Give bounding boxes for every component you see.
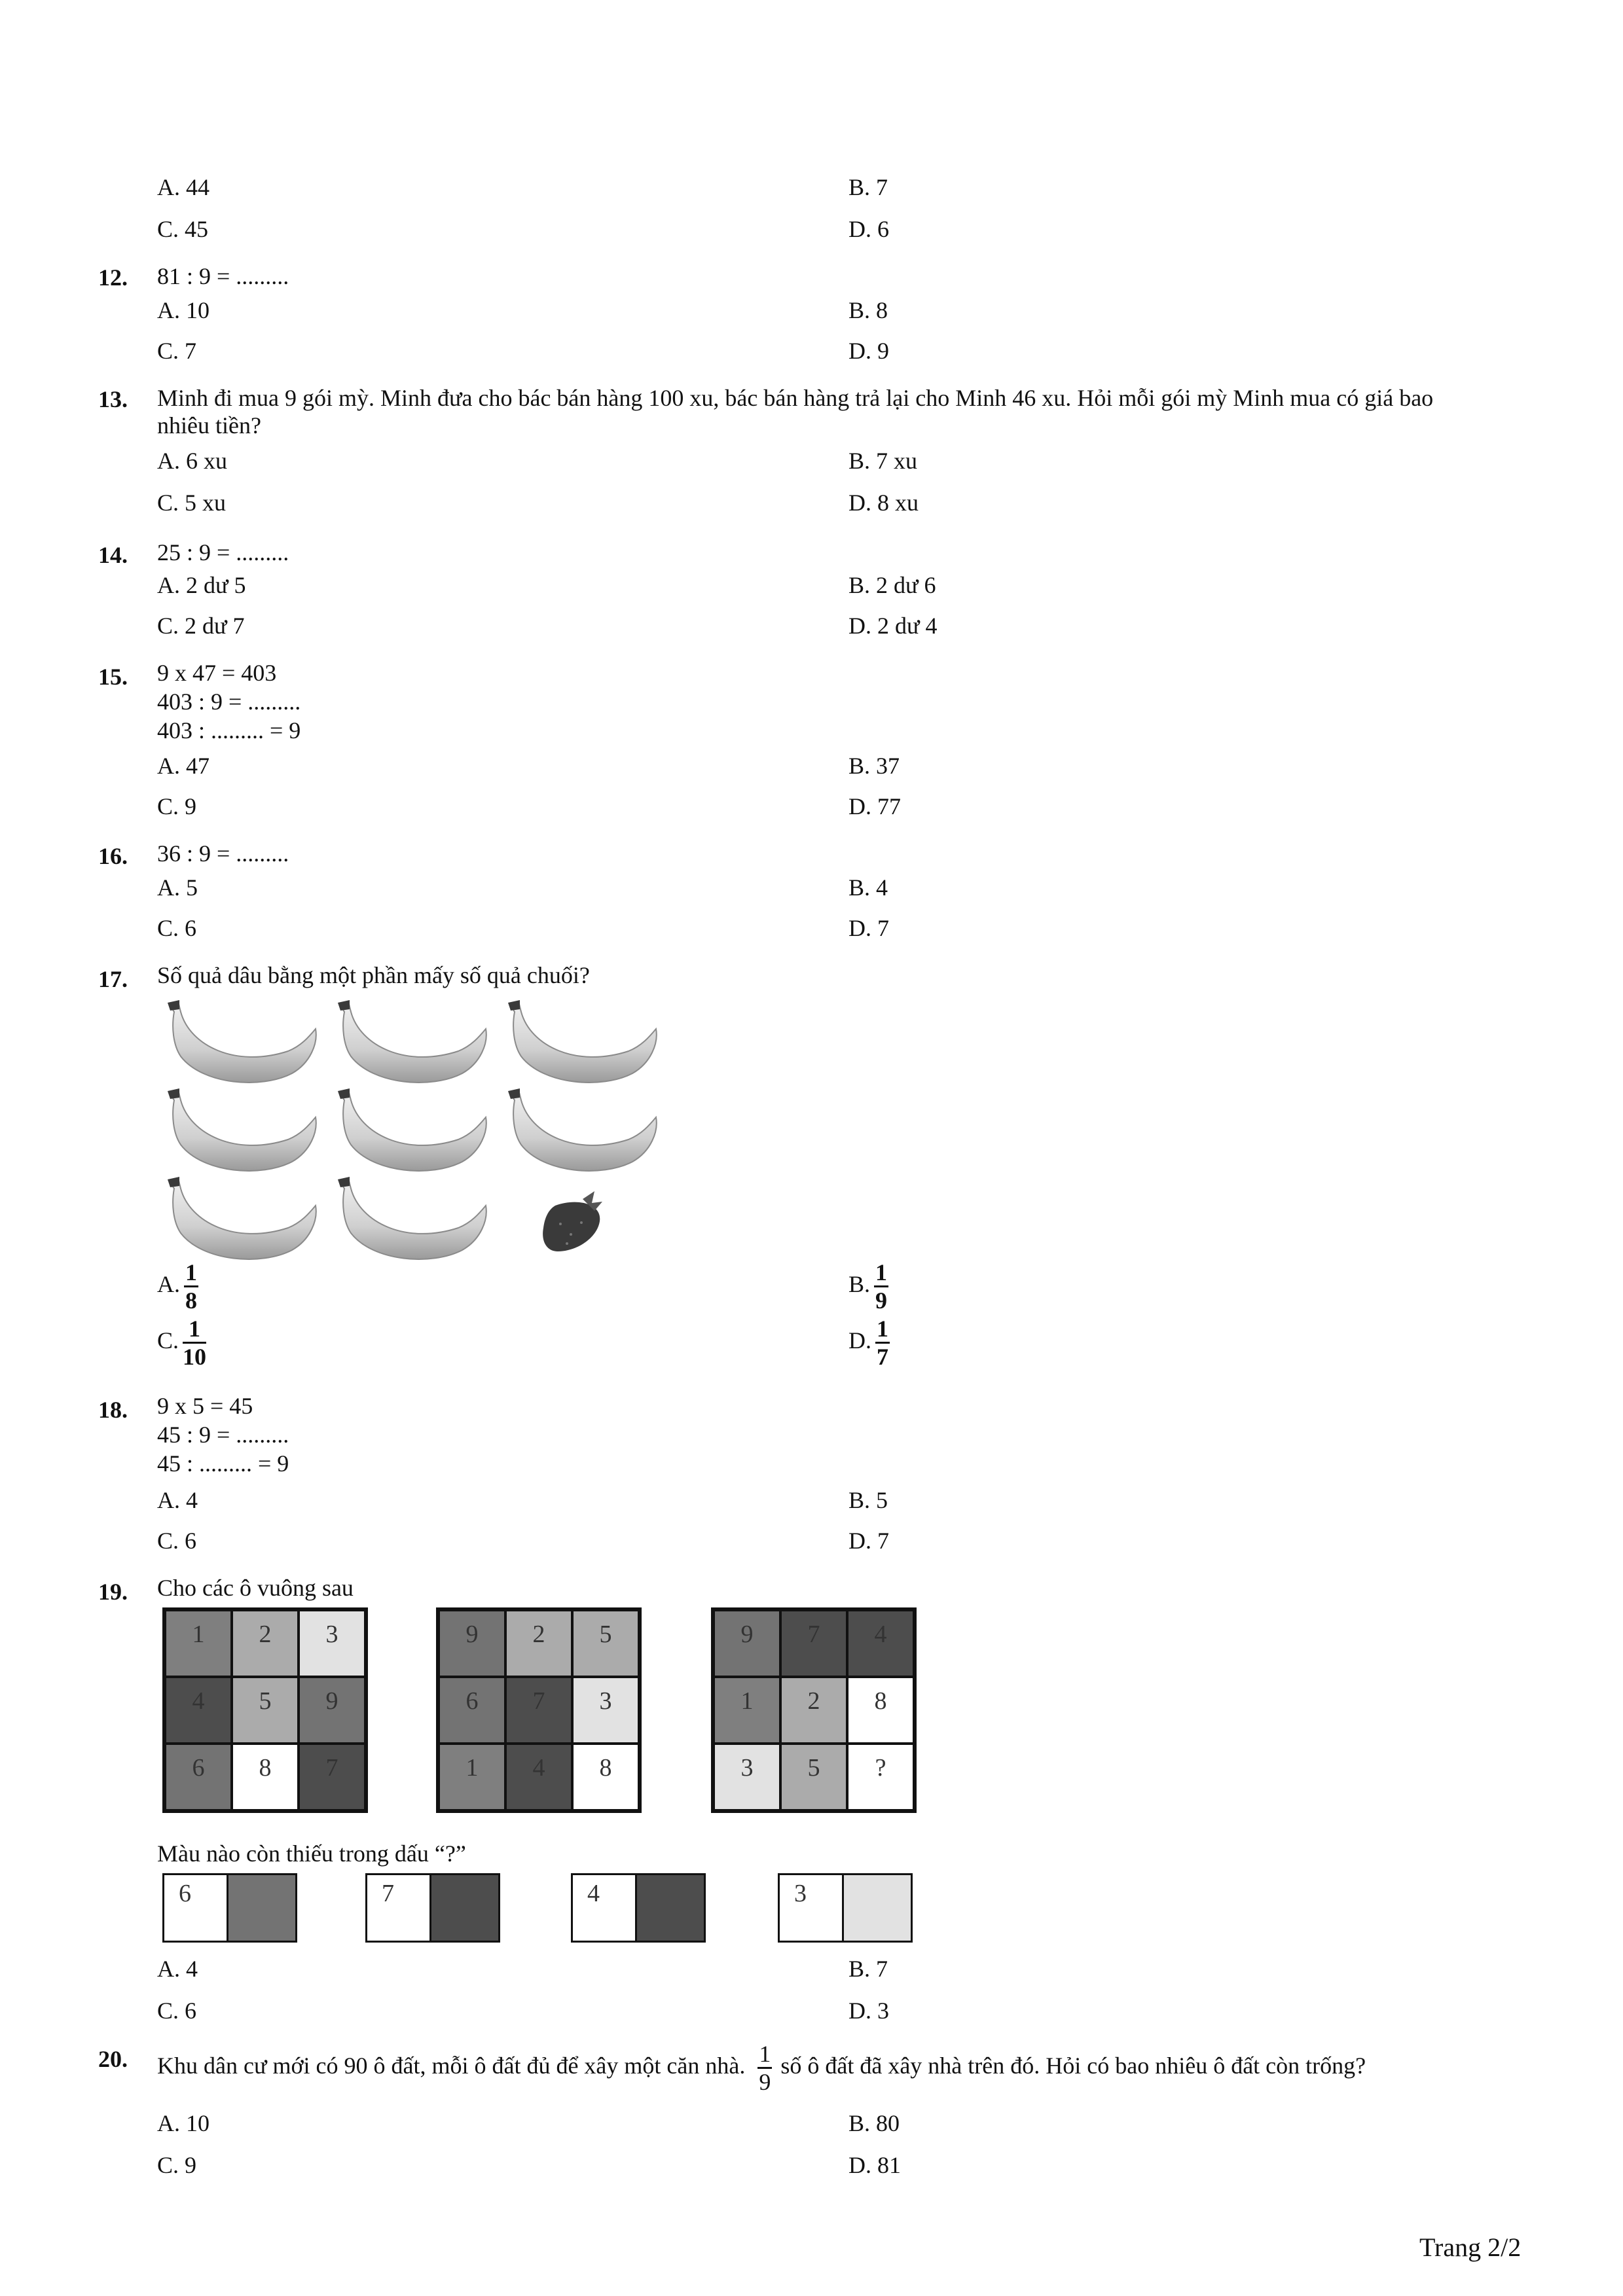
banana-icon bbox=[338, 1000, 486, 1083]
fraction-numerator: 1 bbox=[874, 1259, 888, 1287]
grid-cell: 8 bbox=[232, 1744, 299, 1810]
q20-text-after: số ô đất đã xây nhà trên đó. Hỏi có bao nhiêu ô đất còn trống? bbox=[780, 2052, 1366, 2079]
q14-option-a: A. 2 dư 5 bbox=[157, 572, 246, 598]
q17-option-d-label: D. bbox=[848, 1327, 871, 1354]
banana-icon bbox=[338, 1177, 486, 1259]
fraction-denominator: 10 bbox=[183, 1344, 207, 1370]
q17-option-c bbox=[157, 1316, 206, 1370]
grid-cell: 4 bbox=[165, 1677, 232, 1744]
q20-text-before: Khu dân cư mới có 90 ô đất, mỗi ô đất đủ để xây một căn nhà. bbox=[157, 2052, 746, 2079]
q16-number: 16. bbox=[98, 843, 128, 869]
q19-number: 19. bbox=[98, 1579, 128, 1605]
q11-option-b: B. 7 bbox=[848, 174, 888, 200]
fraction-numerator: 1 bbox=[184, 1259, 198, 1287]
grid-cell: 2 bbox=[232, 1610, 299, 1677]
q14-number: 14. bbox=[98, 542, 128, 568]
color-option-2 bbox=[365, 1873, 500, 1943]
q19-option-c: C. 6 bbox=[157, 1998, 197, 2024]
q18-option-c: C. 6 bbox=[157, 1528, 197, 1554]
q19-option-d: D. 3 bbox=[848, 1998, 889, 2024]
grid-cell: 5 bbox=[780, 1744, 847, 1810]
grid-cell: 4 bbox=[505, 1744, 572, 1810]
q16-option-d: D. 7 bbox=[848, 915, 889, 941]
q16-option-b: B. 4 bbox=[848, 874, 888, 901]
q17-option-a-label: A. bbox=[157, 1270, 180, 1297]
fraction-numerator: 1 bbox=[757, 2041, 772, 2069]
fraction-denominator: 8 bbox=[185, 1287, 197, 1314]
q13-option-a: A. 6 xu bbox=[157, 448, 227, 474]
q17-option-b-label: B. bbox=[848, 1270, 871, 1297]
banana-icon bbox=[168, 1177, 316, 1259]
grid-cell: 7 bbox=[780, 1610, 847, 1677]
q16-option-a: A. 5 bbox=[157, 874, 198, 901]
color-swatch bbox=[637, 1875, 704, 1941]
grid-cell: 1 bbox=[439, 1744, 505, 1810]
banana-icon bbox=[168, 1000, 316, 1083]
grid-cell: 6 bbox=[165, 1744, 232, 1810]
color-option-number: 6 bbox=[164, 1875, 228, 1941]
fraction bbox=[183, 1316, 206, 1370]
fraction bbox=[874, 1259, 888, 1314]
grid-cell: 2 bbox=[505, 1610, 572, 1677]
banana-icon bbox=[168, 1088, 316, 1171]
q11-option-d: D. 6 bbox=[848, 216, 889, 242]
q20-option-a: A. 10 bbox=[157, 2110, 210, 2136]
q14-text: 25 : 9 = ......... bbox=[157, 539, 289, 565]
grid-cell: 4 bbox=[847, 1610, 914, 1677]
grid-cell: 1 bbox=[714, 1677, 780, 1744]
q13-option-b: B. 7 xu bbox=[848, 448, 918, 474]
q15-option-d: D. 77 bbox=[848, 793, 901, 819]
grid-cell: 8 bbox=[572, 1744, 639, 1810]
q15-number: 15. bbox=[98, 664, 128, 690]
q12-option-a: A. 10 bbox=[157, 297, 210, 323]
q20-option-c: C. 9 bbox=[157, 2152, 197, 2178]
strawberry-icon bbox=[543, 1191, 602, 1251]
grid-cell: 9 bbox=[299, 1677, 365, 1744]
grid-cell: 9 bbox=[439, 1610, 505, 1677]
fraction-numerator: 1 bbox=[875, 1316, 890, 1344]
q15-line2: 403 : 9 = ......... bbox=[157, 689, 301, 715]
color-swatch bbox=[228, 1875, 295, 1941]
grid-cell: 3 bbox=[299, 1610, 365, 1677]
q17-option-d bbox=[848, 1316, 890, 1370]
q16-option-c: C. 6 bbox=[157, 915, 197, 941]
q17-text: Số quả dâu bằng một phần mấy số quả chuối? bbox=[157, 962, 590, 988]
q11-option-c: C. 45 bbox=[157, 216, 209, 242]
fruit-picture bbox=[157, 995, 681, 1263]
grid-cell: 5 bbox=[232, 1677, 299, 1744]
q15-option-b: B. 37 bbox=[848, 753, 900, 779]
q12-text: 81 : 9 = ......... bbox=[157, 263, 289, 289]
q13-line2: nhiêu tiền? bbox=[157, 412, 261, 439]
q14-option-b: B. 2 dư 6 bbox=[848, 572, 936, 598]
q13-option-d: D. 8 xu bbox=[848, 490, 919, 516]
grid-cell: 6 bbox=[439, 1677, 505, 1744]
q19-option-a: A. 4 bbox=[157, 1956, 198, 1982]
q11-option-a: A. 44 bbox=[157, 174, 210, 200]
banana-icon bbox=[508, 1088, 657, 1171]
color-swatch bbox=[844, 1875, 911, 1941]
fraction-numerator: 1 bbox=[183, 1316, 206, 1344]
q12-option-d: D. 9 bbox=[848, 338, 889, 364]
q20-option-d: D. 81 bbox=[848, 2152, 901, 2178]
grid-cell: 9 bbox=[714, 1610, 780, 1677]
color-option-number: 3 bbox=[780, 1875, 844, 1941]
q15-line3: 403 : ......... = 9 bbox=[157, 717, 301, 744]
fraction-denominator: 9 bbox=[875, 1287, 888, 1314]
color-grid-2 bbox=[436, 1607, 642, 1813]
banana-icon bbox=[508, 1000, 657, 1083]
q17-number: 17. bbox=[98, 966, 128, 992]
q14-option-d: D. 2 dư 4 bbox=[848, 613, 938, 639]
q18-line2: 45 : 9 = ......... bbox=[157, 1422, 289, 1448]
q12-option-c: C. 7 bbox=[157, 338, 197, 364]
fraction bbox=[184, 1259, 198, 1314]
q19-question: Màu nào còn thiếu trong dấu “?” bbox=[157, 1840, 466, 1867]
grid-cell: 2 bbox=[780, 1677, 847, 1744]
color-option-number: 4 bbox=[573, 1875, 637, 1941]
fraction bbox=[757, 2041, 772, 2095]
color-option-4 bbox=[778, 1873, 913, 1943]
q17-option-a bbox=[157, 1259, 198, 1314]
q13-line1: Minh đi mua 9 gói mỳ. Minh đưa cho bác bán hàng 100 xu, bác bán hàng trả lại cho Minh 46 xu. Hỏi mỗi gói mỳ Minh mua có giá bao bbox=[157, 385, 1434, 411]
color-grid-3 bbox=[711, 1607, 917, 1813]
q18-option-b: B. 5 bbox=[848, 1487, 888, 1513]
banana-icon bbox=[338, 1088, 486, 1171]
color-option-3 bbox=[571, 1873, 706, 1943]
q15-option-c: C. 9 bbox=[157, 793, 197, 819]
grid-cell: 3 bbox=[714, 1744, 780, 1810]
q14-option-c: C. 2 dư 7 bbox=[157, 613, 245, 639]
q20-text bbox=[157, 2041, 1366, 2095]
q12-number: 12. bbox=[98, 264, 128, 291]
grid-cell: 7 bbox=[299, 1744, 365, 1810]
q12-option-b: B. 8 bbox=[848, 297, 888, 323]
grid-cell: 1 bbox=[165, 1610, 232, 1677]
q20-number: 20. bbox=[98, 2046, 128, 2072]
grid-cell: 8 bbox=[847, 1677, 914, 1744]
fraction-denominator: 9 bbox=[759, 2069, 771, 2095]
q17-option-c-label: C. bbox=[157, 1327, 179, 1354]
color-option-number: 7 bbox=[367, 1875, 431, 1941]
fraction-denominator: 7 bbox=[877, 1344, 888, 1370]
q15-line1: 9 x 47 = 403 bbox=[157, 660, 277, 686]
q18-line3: 45 : ......... = 9 bbox=[157, 1450, 289, 1477]
q19-text: Cho các ô vuông sau bbox=[157, 1575, 354, 1601]
color-swatch bbox=[431, 1875, 498, 1941]
q13-number: 13. bbox=[98, 386, 128, 412]
fraction bbox=[875, 1316, 890, 1370]
q20-option-b: B. 80 bbox=[848, 2110, 900, 2136]
grid-cell-unknown: ? bbox=[847, 1744, 914, 1810]
q15-option-a: A. 47 bbox=[157, 753, 210, 779]
q19-option-b: B. 7 bbox=[848, 1956, 888, 1982]
page-number: Trang 2/2 bbox=[1419, 2233, 1522, 2262]
grid-cell: 7 bbox=[505, 1677, 572, 1744]
color-option-1 bbox=[162, 1873, 297, 1943]
q13-option-c: C. 5 xu bbox=[157, 490, 227, 516]
q16-text: 36 : 9 = ......... bbox=[157, 840, 289, 867]
color-grid-1 bbox=[162, 1607, 368, 1813]
grid-cell: 5 bbox=[572, 1610, 639, 1677]
q18-line1: 9 x 5 = 45 bbox=[157, 1393, 253, 1419]
q18-number: 18. bbox=[98, 1397, 128, 1423]
q18-option-d: D. 7 bbox=[848, 1528, 889, 1554]
q17-option-b bbox=[848, 1259, 888, 1314]
q18-option-a: A. 4 bbox=[157, 1487, 198, 1513]
grid-cell: 3 bbox=[572, 1677, 639, 1744]
